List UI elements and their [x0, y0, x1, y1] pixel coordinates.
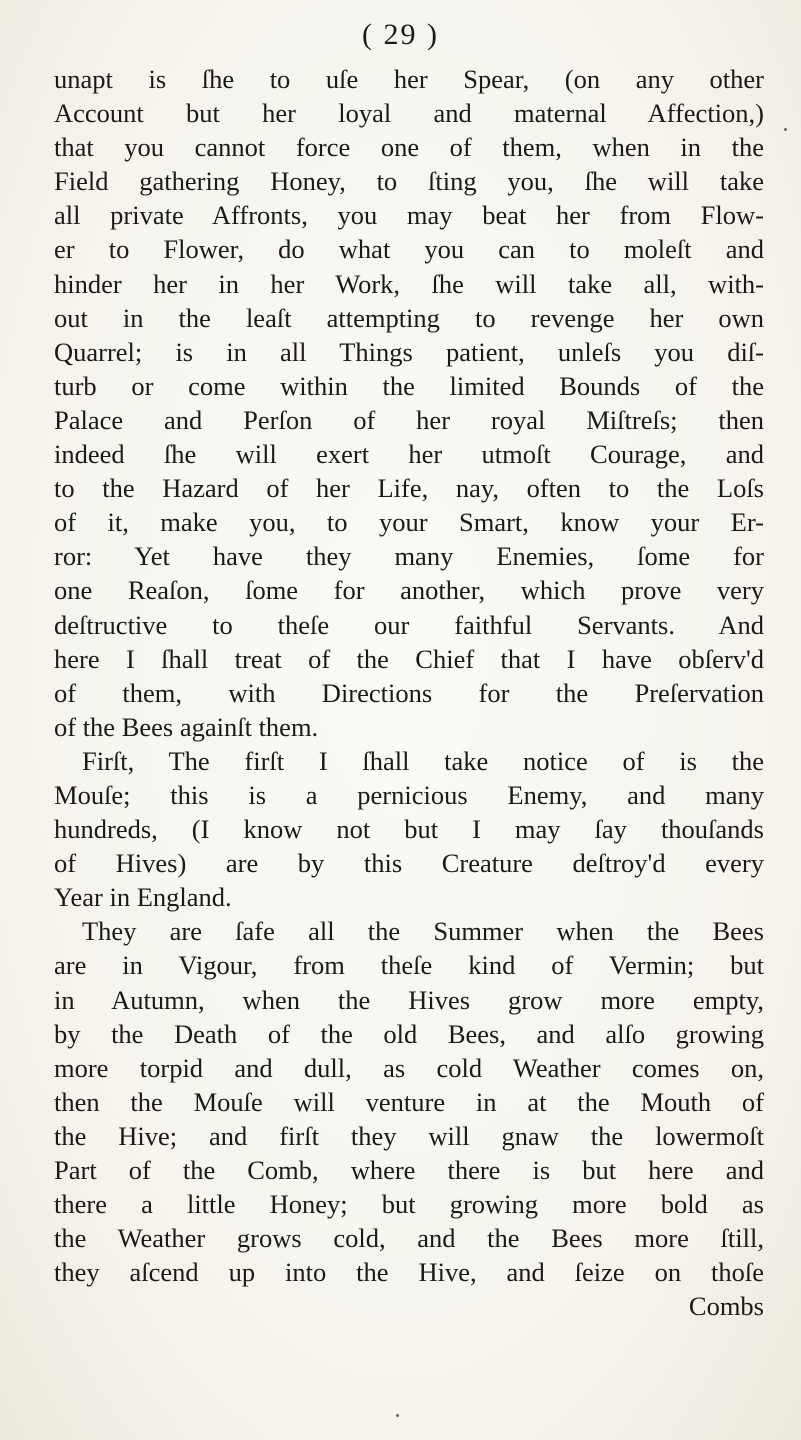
- text-line: of Hives) are by this Creature deſtroy'd every: [54, 848, 764, 879]
- text-line: Part of the Comb, where there is but here and: [54, 1155, 764, 1185]
- text-line: er to Flower, do what you can to moleſt and: [54, 234, 764, 265]
- text-line: there a little Honey; but growing more bold as: [54, 1189, 764, 1220]
- speck-mark: [396, 1414, 399, 1417]
- text-line: that you cannot force one of them, when in the: [54, 132, 764, 163]
- text-line: unapt is ſhe to uſe her Spear, (on any other: [54, 64, 764, 94]
- speck-mark: [784, 128, 787, 131]
- text-line: the Hive; and firſt they will gnaw the lowermoſt: [54, 1120, 764, 1151]
- text-line: turb or come within the limited Bounds of the: [54, 370, 764, 401]
- text-line: one Reaſon, ſome for another, which prove very: [54, 575, 764, 606]
- text-line: are in Vigour, from theſe kind of Vermin; but: [54, 950, 764, 981]
- text-line: They are ſafe all the Summer when the Bees: [82, 916, 764, 947]
- text-line: here I ſhall treat of the Chief that I have obſerv'd: [54, 643, 764, 674]
- text-line: to the Hazard of her Life, nay, often to the Loſs: [54, 473, 764, 504]
- text-line: they aſcend up into the Hive, and ſeize on thoſe: [54, 1257, 764, 1288]
- text-line: the Weather grows cold, and the Bees more ſtill,: [54, 1223, 764, 1254]
- text-line: then the Mouſe will venture in at the Mouth of: [54, 1086, 764, 1117]
- text-line: Firſt, The firſt I ſhall take notice of is the: [82, 745, 764, 776]
- text-line: of the Bees againſt them.: [54, 711, 319, 742]
- text-line: by the Death of the old Bees, and alſo growing: [54, 1018, 764, 1049]
- text-line: Palace and Perſon of her royal Miſtreſs; then: [54, 404, 764, 435]
- text-line: of it, make you, to your Smart, know your Er-: [54, 507, 764, 538]
- text-line: out in the leaſt attempting to revenge her own: [54, 302, 764, 333]
- text-line: indeed ſhe will exert her utmoſt Courage, and: [54, 439, 764, 470]
- text-line: deſtructive to theſe our faithful Servants. And: [54, 609, 764, 640]
- text-line: hinder her in her Work, ſhe will take all, with-: [54, 268, 764, 299]
- text-line: Account but her loyal and maternal Affection,): [54, 98, 764, 129]
- text-line: Mouſe; this is a pernicious Enemy, and many: [54, 779, 764, 810]
- page-number: ( 29 ): [362, 18, 439, 51]
- text-line: Field gathering Honey, to ſting you, ſhe will take: [54, 166, 764, 197]
- text-line: Quarrel; is in all Things patient, unleſs you diſ-: [54, 336, 764, 367]
- text-line: more torpid and dull, as cold Weather comes on,: [54, 1052, 764, 1083]
- text-line: Year in England.: [54, 882, 232, 913]
- text-line: hundreds, (I know not but I may ſay thouſands: [54, 814, 764, 845]
- text-line: in Autumn, when the Hives grow more empty,: [54, 984, 764, 1015]
- text-line: ror: Yet have they many Enemies, ſome for: [54, 541, 764, 572]
- body-text: [54, 62, 764, 1323]
- text-line: of them, with Directions for the Preſervation: [54, 677, 764, 708]
- catchword: Combs: [688, 1291, 764, 1322]
- text-line: all private Affronts, you may beat her from Flow-: [54, 200, 764, 231]
